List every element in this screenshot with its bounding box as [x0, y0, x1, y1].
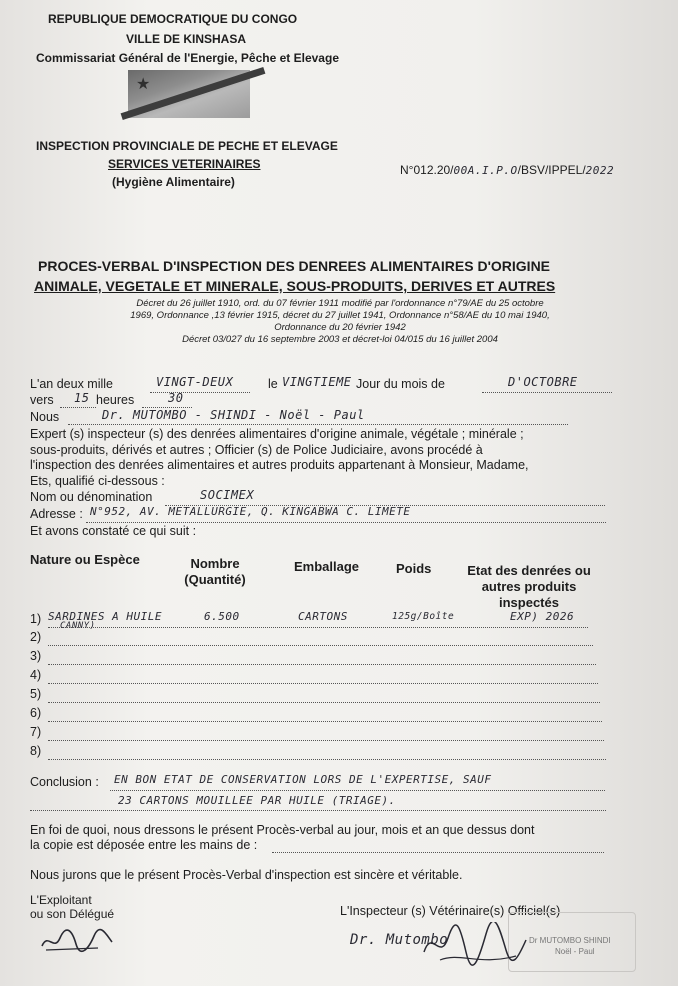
inspection-name: INSPECTION PROVINCIALE DE PECHE ET ELEVAGE: [36, 139, 338, 153]
month-value: D'OCTOBRE: [508, 375, 578, 389]
minutes-value: 30: [168, 391, 184, 405]
inspector-name: Dr. MUTOMBO - SHINDI - Noël - Paul: [102, 408, 365, 422]
table-row: 2): [30, 630, 42, 644]
conclusion-line-2: 23 CARTONS MOUILLEE PAR HUILE (TRIAGE).: [118, 794, 396, 807]
inspecteur-label: L'Inspecteur (s) Vétérinaire(s) Officiel(s): [340, 904, 561, 918]
expert-paragraph: Expert (s) inspecteur (s) des denrées alimentaires d'origine animale, végétale ; minérale ; sous-produits, dérivés et autres ; Officier (s) de Police Judiciaire, avons procédé à l'inspection des denrées alimentaires et autres produits appartenant à Monsieur, Madame, Ets, qualifié ci-dessous :: [30, 427, 529, 488]
city-name: VILLE DE KINSHASA: [126, 32, 247, 46]
conclusion-label: Conclusion :: [30, 775, 99, 789]
reference-number: N°012.20/00A.I.P.O/BSV/IPPEL/2022: [400, 163, 615, 177]
star-icon: ★: [136, 76, 151, 93]
nom-label: Nom ou dénomination: [30, 490, 153, 504]
col-nombre: Nombre (Quantité): [184, 556, 246, 587]
row1-nature-sub: CANNY): [60, 621, 96, 631]
inspector-signature-scribble: [420, 922, 530, 970]
nous-label: Nous: [30, 410, 60, 424]
vers-label: vers: [30, 393, 54, 407]
row1-nombre: 6.500: [204, 610, 240, 623]
year-value: VINGT-DEUX: [156, 375, 234, 389]
col-poids: Poids: [396, 561, 432, 576]
company-name: SOCIMEX: [200, 488, 255, 502]
exploitant-label: L'Exploitant ou son Délégué: [30, 893, 115, 921]
ministry-name: Commissariat Général de l'Energie, Pêche et Elevage: [36, 51, 339, 65]
col-nature: Nature ou Espèce: [30, 552, 140, 567]
day-value: VINGTIEME: [282, 375, 352, 389]
row1-emballage: CARTONS: [298, 610, 348, 623]
adresse-label: Adresse :: [30, 507, 83, 521]
jurons-text: Nous jurons que le présent Procès-Verbal d'inspection est sincère et véritable.: [30, 868, 463, 882]
year-label: L'an deux mille: [30, 377, 113, 391]
official-stamp: Dr MUTOMBO SHINDI Noël - Paul: [508, 912, 636, 972]
row1-etat: EXP) 2026: [510, 610, 575, 623]
constate-text: Et avons constaté ce qui suit :: [30, 524, 197, 538]
col-etat: Etat des denrées ou autres produits inspectés: [467, 563, 591, 610]
hygiene-label: (Hygiène Alimentaire): [112, 175, 235, 189]
hour-value: 15: [74, 391, 90, 405]
title-line-1: PROCES-VERBAL D'INSPECTION DES DENREES ALIMENTAIRES D'ORIGINE: [38, 258, 551, 274]
col-emballage: Emballage: [294, 559, 360, 574]
table-row: 7): [30, 725, 42, 739]
company-address: N°952, AV. METALLURGIE, Q. KINGABWA C. LIMETE: [90, 505, 411, 518]
table-row: 3): [30, 649, 42, 663]
table-row: 8): [30, 744, 42, 758]
row1-poids: 125g/Boîte: [392, 611, 455, 622]
inspector-signature: Dr. Mutombo: [350, 932, 449, 948]
country-name: REPUBLIQUE DEMOCRATIQUE DU CONGO: [48, 12, 298, 26]
table-row: 1): [30, 612, 42, 626]
row1-nature: SARDINES A HUILE: [48, 610, 162, 623]
decree-block: Décret du 26 juillet 1910, ord. du 07 février 1911 modifié par l'ordonnance n°79/AE du 25 octobre 1969, Ordonnance ,13 février 1915, décret du 27 juillet 1941, Ordonnance n°58/AE du 10 mai 1940, Ordonnance du 20 février 1942 Décret 03/027 du 16 septembre 2003 et décret-loi 04/015 du 16 juillet 2004: [130, 298, 550, 345]
table-row: 5): [30, 687, 42, 701]
emblem-image: [128, 70, 250, 118]
exploitant-signature: [38, 926, 118, 956]
day-label: le: [268, 377, 278, 391]
table-row: 4): [30, 668, 42, 682]
services-name: SERVICES VETERINAIRES: [108, 157, 261, 171]
jour-label: Jour du mois de: [356, 377, 445, 391]
foi-paragraph: En foi de quoi, nous dressons le présent Procès-verbal au jour, mois et an que dessus dont la copie est déposée entre les mains de :: [30, 823, 535, 852]
title-line-2: ANIMALE, VEGETALE ET MINERALE, SOUS-PRODUITS, DERIVES ET AUTRES: [34, 278, 556, 294]
table-row: 6): [30, 706, 42, 720]
conclusion-line-1: EN BON ETAT DE CONSERVATION LORS DE L'EXPERTISE, SAUF: [114, 773, 492, 786]
heures-label: heures: [96, 393, 135, 407]
